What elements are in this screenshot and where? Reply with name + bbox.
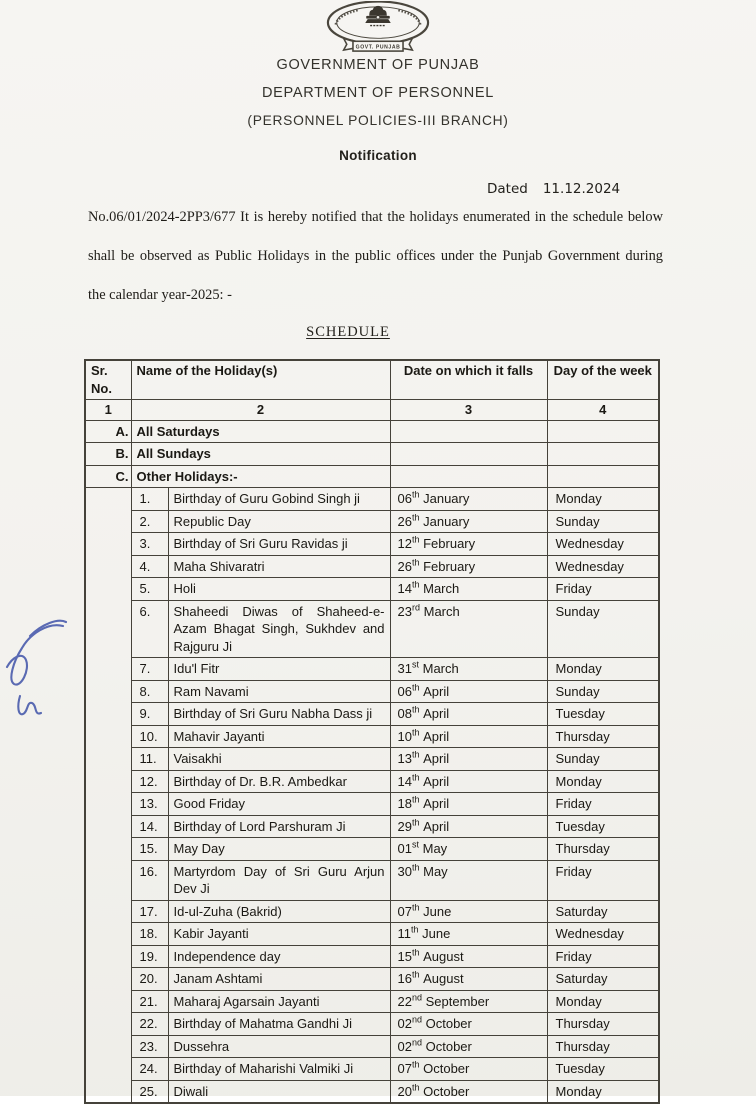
holiday-date (390, 793, 547, 816)
empty-cell (390, 465, 547, 488)
category-row-all-sundays (85, 443, 659, 466)
emblem-banner (344, 38, 413, 51)
holiday-schedule-table (84, 359, 660, 1104)
empty-cell (547, 420, 659, 443)
date-number: 26 (397, 558, 412, 574)
date-ordinal-suffix: th (411, 557, 420, 568)
holiday-name: May Day (168, 838, 390, 861)
holiday-row (85, 510, 659, 533)
holiday-name: Holi (168, 578, 390, 601)
holiday-date (390, 1058, 547, 1081)
holiday-date (390, 860, 547, 900)
holiday-day: Sunday (547, 680, 659, 703)
date-number: 31 (397, 661, 412, 676)
header-sr-line1: Sr. (91, 363, 108, 378)
holiday-number: 18. (131, 923, 168, 946)
holiday-name: Mahavir Jayanti (168, 725, 390, 748)
holiday-day: Monday (547, 990, 659, 1013)
holiday-name: Independence day (168, 945, 390, 968)
empty-cell (547, 443, 659, 466)
holiday-name: Id-ul-Zuha (Bakrid) (168, 900, 390, 923)
date-number: 07 (397, 1061, 412, 1076)
holiday-number: 25. (131, 1080, 168, 1103)
holiday-day: Saturday (547, 968, 659, 991)
holiday-row (85, 703, 659, 726)
holiday-date (390, 990, 547, 1013)
holiday-row (85, 578, 659, 601)
date-month: March (419, 581, 460, 596)
date-month: January (419, 513, 470, 529)
holiday-number: 13. (131, 793, 168, 816)
date-ordinal-suffix: rd (411, 602, 420, 613)
date-ordinal-suffix: th (411, 512, 420, 523)
date-ordinal-suffix: nd (411, 992, 422, 1003)
header-holiday-name: Name of the Holiday(s) (131, 360, 390, 400)
header-day: Day of the week (547, 360, 659, 400)
holiday-row (85, 838, 659, 861)
holiday-name: Birthday of Sri Guru Nabha Dass ji (168, 703, 390, 726)
holiday-number: 3. (131, 533, 168, 556)
date-number: 14 (397, 581, 412, 596)
holiday-name: Idu'l Fitr (168, 658, 390, 681)
header-sr-no (85, 360, 131, 400)
holiday-number: 20. (131, 968, 168, 991)
date-ordinal-suffix: th (411, 579, 420, 590)
holiday-name: Martyrdom Day of Sri Guru Arjun Dev Ji (168, 860, 390, 900)
date-month: September (422, 993, 490, 1009)
holiday-row (85, 600, 659, 658)
holiday-day: Monday (547, 1080, 659, 1103)
date-month: August (419, 971, 464, 986)
department-name: DEPARTMENT OF PERSONNEL (261, 85, 495, 101)
table-header-row (85, 360, 659, 400)
column-number: 2 (131, 400, 390, 421)
holiday-number: 6. (131, 600, 168, 658)
holiday-day: Thursday (547, 1013, 659, 1036)
holiday-name: Janam Ashtami (168, 968, 390, 991)
date-number: 07 (397, 903, 412, 919)
holiday-date (390, 1080, 547, 1103)
date-number: 08 (397, 706, 412, 721)
holiday-number: 12. (131, 770, 168, 793)
column-number: 1 (85, 400, 131, 421)
holiday-date (390, 725, 547, 748)
holiday-day: Sunday (547, 600, 659, 658)
category-row-all-saturdays (85, 420, 659, 443)
date-month: June (419, 903, 452, 919)
column-number: 4 (547, 400, 659, 421)
empty-cell (547, 465, 659, 488)
empty-cell (390, 443, 547, 466)
holiday-name: Birthday of Mahatma Gandhi Ji (168, 1013, 390, 1036)
holiday-date (390, 600, 547, 658)
date-month: June (418, 926, 451, 941)
holiday-date (390, 923, 547, 946)
punjab-government-emblem-icon (324, 1, 432, 56)
holiday-name: Republic Day (168, 510, 390, 533)
holiday-day: Thursday (547, 838, 659, 861)
holiday-name: Shaheedi Diwas of Shaheed-e-Azam Bhagat Singh, Sukhdev and Rajguru Ji (168, 600, 390, 658)
holiday-number: 1. (131, 488, 168, 511)
holiday-name: Dussehra (168, 1035, 390, 1058)
handwritten-initials-mark (0, 604, 78, 726)
holiday-row (85, 945, 659, 968)
date-month: April (419, 818, 450, 834)
holiday-name: Birthday of Lord Parshuram Ji (168, 815, 390, 838)
date-month: March (420, 603, 460, 619)
date-number: 06 (397, 491, 412, 506)
holiday-date (390, 703, 547, 726)
date-month: April (419, 796, 450, 811)
dated-value: 11.12.2024 (542, 181, 621, 197)
holiday-day: Monday (547, 488, 659, 511)
holiday-date (390, 533, 547, 556)
date-ordinal-suffix: th (411, 772, 420, 783)
date-month: October (419, 1061, 470, 1076)
holiday-day: Wednesday (547, 533, 659, 556)
holiday-number: 8. (131, 680, 168, 703)
date-ordinal-suffix: th (411, 902, 420, 913)
branch-name: (PERSONNEL POLICIES-III BRANCH) (247, 113, 509, 128)
holiday-name: Vaisakhi (168, 748, 390, 771)
holiday-row (85, 900, 659, 923)
date-ordinal-suffix: nd (411, 1037, 422, 1048)
date-month: October (422, 1016, 472, 1031)
paragraph-line: the calendar year-2025: - (88, 287, 232, 303)
category-name: Other Holidays:- (131, 465, 390, 488)
date-month: October (422, 1038, 472, 1054)
holiday-number: 22. (131, 1013, 168, 1036)
holiday-date (390, 680, 547, 703)
holiday-row (85, 1013, 659, 1036)
date-ordinal-suffix: st (411, 839, 419, 850)
holiday-row (85, 555, 659, 578)
holiday-date (390, 838, 547, 861)
notification-paragraph (88, 209, 663, 326)
date-number: 06 (397, 683, 412, 699)
holiday-name: Maha Shivaratri (168, 555, 390, 578)
date-number: 26 (397, 513, 412, 529)
emblem-banner-label: GOVT. PUNJAB (355, 44, 401, 51)
holiday-number: 16. (131, 860, 168, 900)
holiday-number: 4. (131, 555, 168, 578)
holiday-row (85, 680, 659, 703)
holiday-name: Birthday of Dr. B.R. Ambedkar (168, 770, 390, 793)
holiday-day: Tuesday (547, 815, 659, 838)
date-month: May (419, 841, 448, 856)
holiday-day: Thursday (547, 725, 659, 748)
holiday-number: 11. (131, 748, 168, 771)
holiday-row (85, 968, 659, 991)
date-month: April (419, 751, 450, 766)
date-month: February (419, 536, 476, 551)
date-ordinal-suffix: th (411, 1059, 420, 1070)
holiday-row (85, 725, 659, 748)
holiday-number: 24. (131, 1058, 168, 1081)
holiday-row (85, 748, 659, 771)
holiday-name: Birthday of Sri Guru Ravidas ji (168, 533, 390, 556)
holiday-day: Monday (547, 658, 659, 681)
paragraph-line: No.06/01/2024-2PP3/677 It is hereby notified that the holidays enumerated in the schedule below (88, 209, 663, 225)
holiday-row (85, 793, 659, 816)
category-name: All Saturdays (131, 420, 390, 443)
holiday-date (390, 770, 547, 793)
holiday-date (390, 1013, 547, 1036)
date-ordinal-suffix: nd (411, 1014, 422, 1025)
date-month: February (419, 558, 476, 574)
date-number: 02 (397, 1016, 412, 1031)
holiday-number: 5. (131, 578, 168, 601)
holiday-day: Wednesday (547, 923, 659, 946)
document-type-heading: Notification (339, 148, 417, 163)
holiday-name: Birthday of Maharishi Valmiki Ji (168, 1058, 390, 1081)
date-ordinal-suffix: th (411, 969, 420, 980)
holiday-name: Diwali (168, 1080, 390, 1103)
date-number: 29 (397, 818, 412, 834)
date-ordinal-suffix: th (411, 817, 420, 828)
holiday-number: 15. (131, 838, 168, 861)
date-ordinal-suffix: th (411, 727, 420, 738)
holiday-day: Friday (547, 578, 659, 601)
date-ordinal-suffix: th (411, 704, 420, 715)
date-number: 01 (397, 841, 412, 856)
date-ordinal-suffix: st (411, 659, 419, 670)
header-date: Date on which it falls (390, 360, 547, 400)
date-number: 15 (397, 948, 412, 964)
holiday-row (85, 815, 659, 838)
empty-cell (390, 420, 547, 443)
holiday-name: Ram Navami (168, 680, 390, 703)
holiday-row (85, 770, 659, 793)
holiday-date (390, 945, 547, 968)
date-ordinal-suffix: th (411, 534, 420, 545)
date-number: 02 (397, 1038, 412, 1054)
holiday-number: 9. (131, 703, 168, 726)
header-sr-line2: No. (91, 380, 112, 396)
date-month: August (419, 948, 464, 964)
holiday-date (390, 748, 547, 771)
date-ordinal-suffix: th (411, 862, 420, 873)
holiday-row (85, 990, 659, 1013)
category-letter: C. (85, 465, 131, 488)
holiday-date (390, 1035, 547, 1058)
holiday-day: Thursday (547, 1035, 659, 1058)
date-number: 16 (397, 971, 412, 986)
date-number: 10 (397, 728, 412, 744)
holiday-row (85, 488, 659, 511)
holiday-number: 10. (131, 725, 168, 748)
date-number: 23 (397, 603, 412, 619)
holiday-row (85, 658, 659, 681)
date-number: 12 (397, 536, 412, 551)
category-row-other-holidays (85, 465, 659, 488)
holiday-number: 7. (131, 658, 168, 681)
dated-line (487, 181, 620, 197)
holiday-date (390, 815, 547, 838)
government-name: GOVERNMENT OF PUNJAB (276, 57, 480, 73)
date-number: 30 (397, 863, 412, 879)
holiday-date (390, 658, 547, 681)
date-month: April (419, 706, 450, 721)
holiday-row (85, 860, 659, 900)
holiday-date (390, 488, 547, 511)
holiday-number: 19. (131, 945, 168, 968)
holiday-day: Sunday (547, 748, 659, 771)
holiday-row (85, 533, 659, 556)
holiday-number: 17. (131, 900, 168, 923)
date-month: May (419, 863, 448, 879)
holiday-row (85, 1058, 659, 1081)
schedule-heading: SCHEDULE (306, 324, 390, 340)
date-month: October (419, 1083, 470, 1099)
date-ordinal-suffix: th (411, 489, 420, 500)
category-letter: A. (85, 420, 131, 443)
holiday-name: Good Friday (168, 793, 390, 816)
holiday-day: Monday (547, 770, 659, 793)
date-ordinal-suffix: th (411, 1082, 420, 1093)
category-name: All Sundays (131, 443, 390, 466)
date-number: 11 (397, 926, 412, 941)
holiday-day: Friday (547, 793, 659, 816)
date-number: 20 (397, 1083, 412, 1099)
holiday-name: Maharaj Agarsain Jayanti (168, 990, 390, 1013)
category-letter: B. (85, 443, 131, 466)
column-number-row (85, 400, 659, 421)
date-ordinal-suffix: th (411, 749, 420, 760)
column-number: 3 (390, 400, 547, 421)
holiday-row (85, 923, 659, 946)
date-ordinal-suffix: th (411, 947, 420, 958)
paragraph-line: shall be observed as Public Holidays in the public offices under the Punjab Government during (88, 248, 663, 264)
holiday-day: Tuesday (547, 1058, 659, 1081)
holiday-row (85, 1035, 659, 1058)
holiday-row (85, 1080, 659, 1103)
date-month: January (419, 491, 470, 506)
date-number: 22 (397, 993, 412, 1009)
holiday-day: Friday (547, 860, 659, 900)
holiday-day: Sunday (547, 510, 659, 533)
holiday-day: Saturday (547, 900, 659, 923)
holiday-date (390, 968, 547, 991)
holiday-name: Birthday of Guru Gobind Singh ji (168, 488, 390, 511)
holiday-number: 21. (131, 990, 168, 1013)
holiday-day: Wednesday (547, 555, 659, 578)
holiday-date (390, 578, 547, 601)
date-ordinal-suffix: th (411, 682, 420, 693)
holiday-number: 14. (131, 815, 168, 838)
date-ordinal-suffix: th (411, 924, 419, 935)
date-month: April (419, 728, 450, 744)
date-number: 18 (397, 796, 412, 811)
holiday-day: Tuesday (547, 703, 659, 726)
holiday-date (390, 900, 547, 923)
date-number: 13 (397, 751, 412, 766)
holiday-name: Kabir Jayanti (168, 923, 390, 946)
lion-capital-icon (365, 6, 391, 26)
date-number: 14 (397, 773, 412, 789)
holiday-date (390, 555, 547, 578)
date-month: April (419, 773, 450, 789)
date-month: March (419, 661, 459, 676)
date-ordinal-suffix: th (411, 794, 420, 805)
holiday-number: 23. (131, 1035, 168, 1058)
dated-label: Dated (487, 181, 528, 197)
holiday-day: Friday (547, 945, 659, 968)
holiday-date (390, 510, 547, 533)
date-month: April (419, 683, 450, 699)
sr-no-spacer-cell (85, 488, 131, 1104)
holiday-number: 2. (131, 510, 168, 533)
holiday-table-body (85, 360, 659, 1103)
